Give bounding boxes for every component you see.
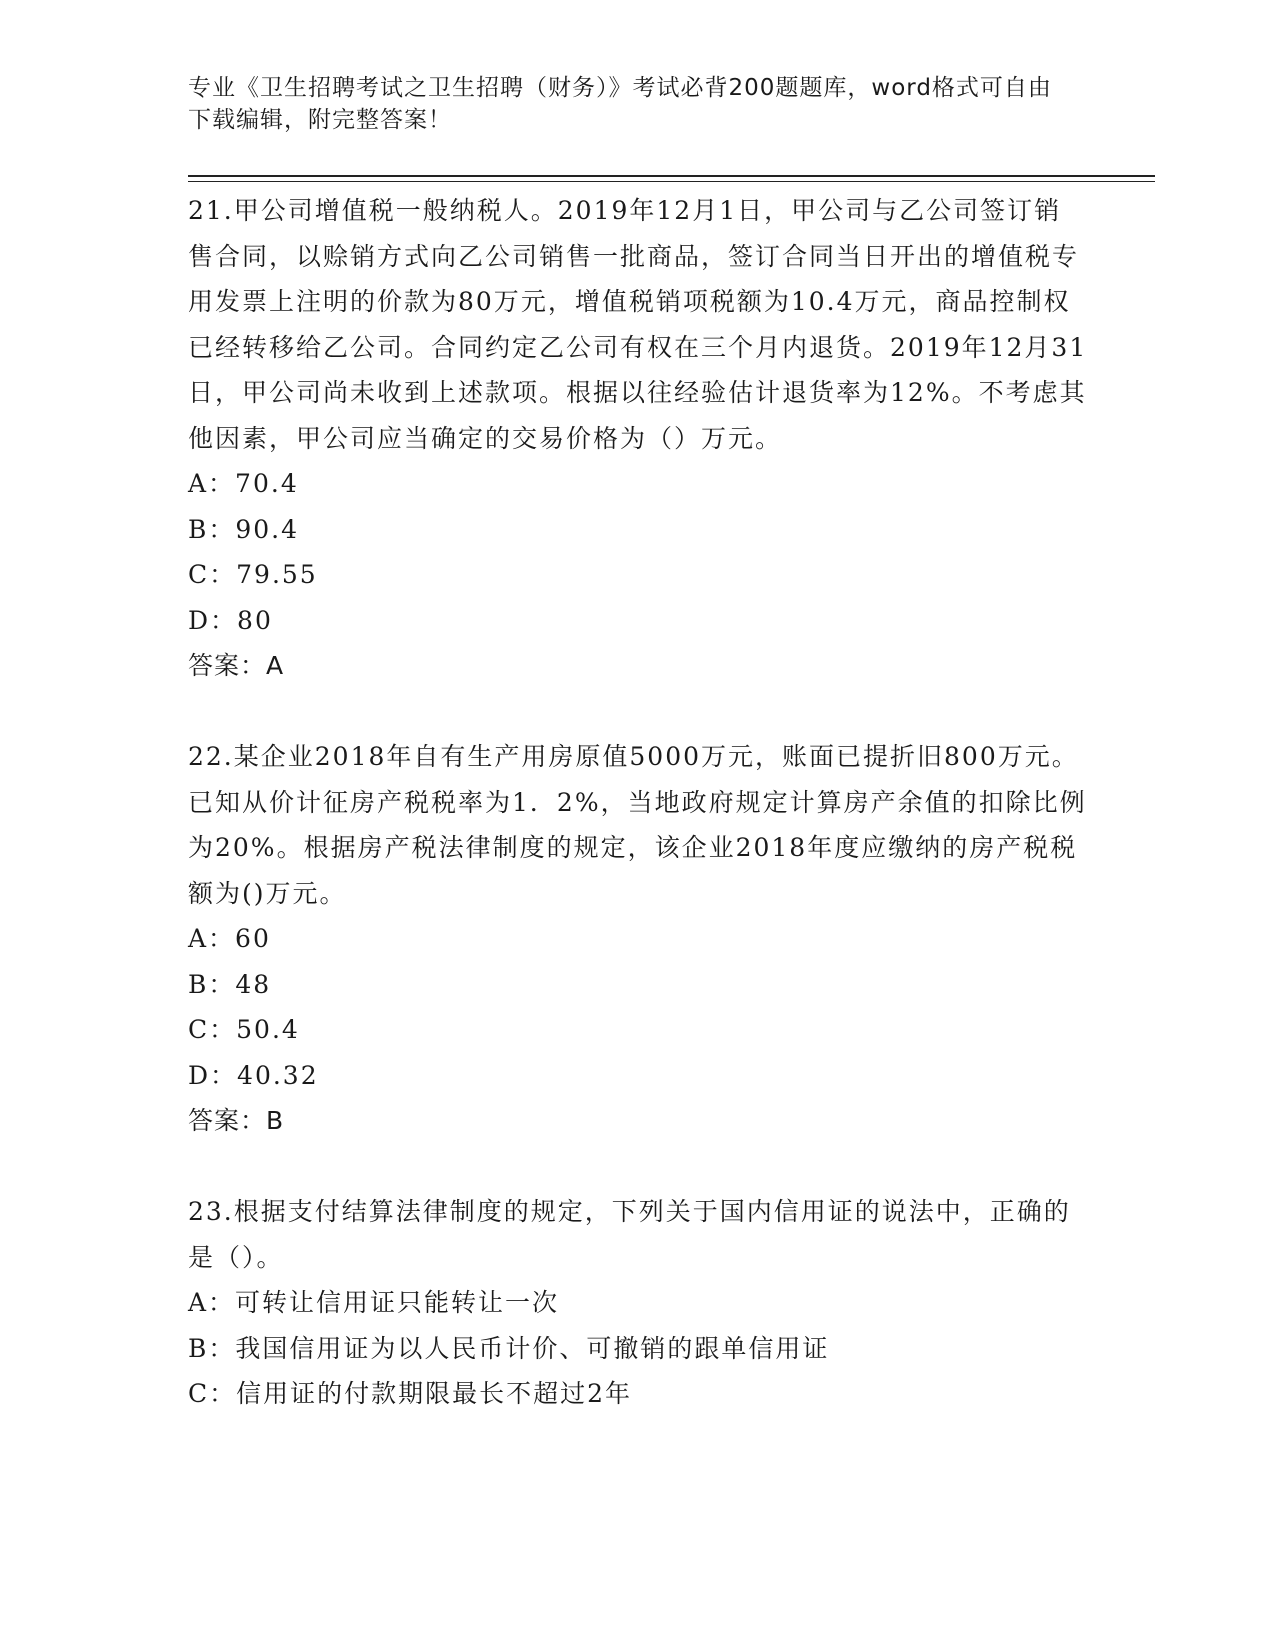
option-b: B：90.4: [188, 514, 300, 544]
question-22: [188, 734, 1088, 1144]
question-list: [188, 188, 1088, 1417]
option-d: D：40.32: [188, 1060, 319, 1090]
question-stem: 21.甲公司增值税一般纳税人。2019年12月1日，甲公司与乙公司签订销售合同，以赊销方式向乙公司销售一批商品，签订合同当日开出的增值税专用发票上注明的价款为80万元，增值税销项税额为10.4万元，商品控制权已经转移给乙公司。合同约定乙公司有权在三个月内退货。2019年12月31日，甲公司尚未收到上述款项。根据以往经验估计退货率为12%。不考虑其他因素，甲公司应当确定的交易价格为（）万元。: [188, 196, 1088, 453]
option-c: C：79.55: [188, 560, 318, 589]
option-a: A：70.4: [188, 469, 299, 498]
option-d: D：80: [188, 605, 273, 635]
question-21: [188, 188, 1088, 689]
option-c: C：50.4: [188, 1015, 300, 1044]
answer-line: 答案：A: [188, 651, 285, 680]
question-spacer: [188, 689, 1088, 735]
header-divider-thin: [188, 181, 1155, 182]
option-a: A：可转让信用证只能转让一次: [188, 1288, 560, 1317]
question-stem: 23.根据支付结算法律制度的规定，下列关于国内信用证的说法中，正确的是（）。: [188, 1197, 1071, 1272]
question-stem: 22.某企业2018年自有生产用房原值5000万元，账面已提折旧800万元。已知从价计征房产税税率为1．2%，当地政府规定计算房产余值的扣除比例为20%。根据房产税法律制度的规定，该企业2018年度应缴纳的房产税税额为()万元。: [188, 742, 1087, 908]
document-header: 专业《卫生招聘考试之卫生招聘（财务）》考试必背200题题库，word格式可自由下载编辑，附完整答案！: [188, 75, 1052, 133]
answer-line: 答案：B: [188, 1106, 285, 1135]
header-divider-thick: [188, 175, 1155, 177]
option-c: C：信用证的付款期限最长不超过2年: [188, 1379, 633, 1408]
option-b: B：我国信用证为以人民币计价、可撤销的跟单信用证: [188, 1333, 830, 1363]
option-b: B：48: [188, 969, 272, 999]
question-spacer: [188, 1144, 1088, 1190]
option-a: A：60: [188, 924, 271, 953]
question-23: [188, 1189, 1088, 1417]
